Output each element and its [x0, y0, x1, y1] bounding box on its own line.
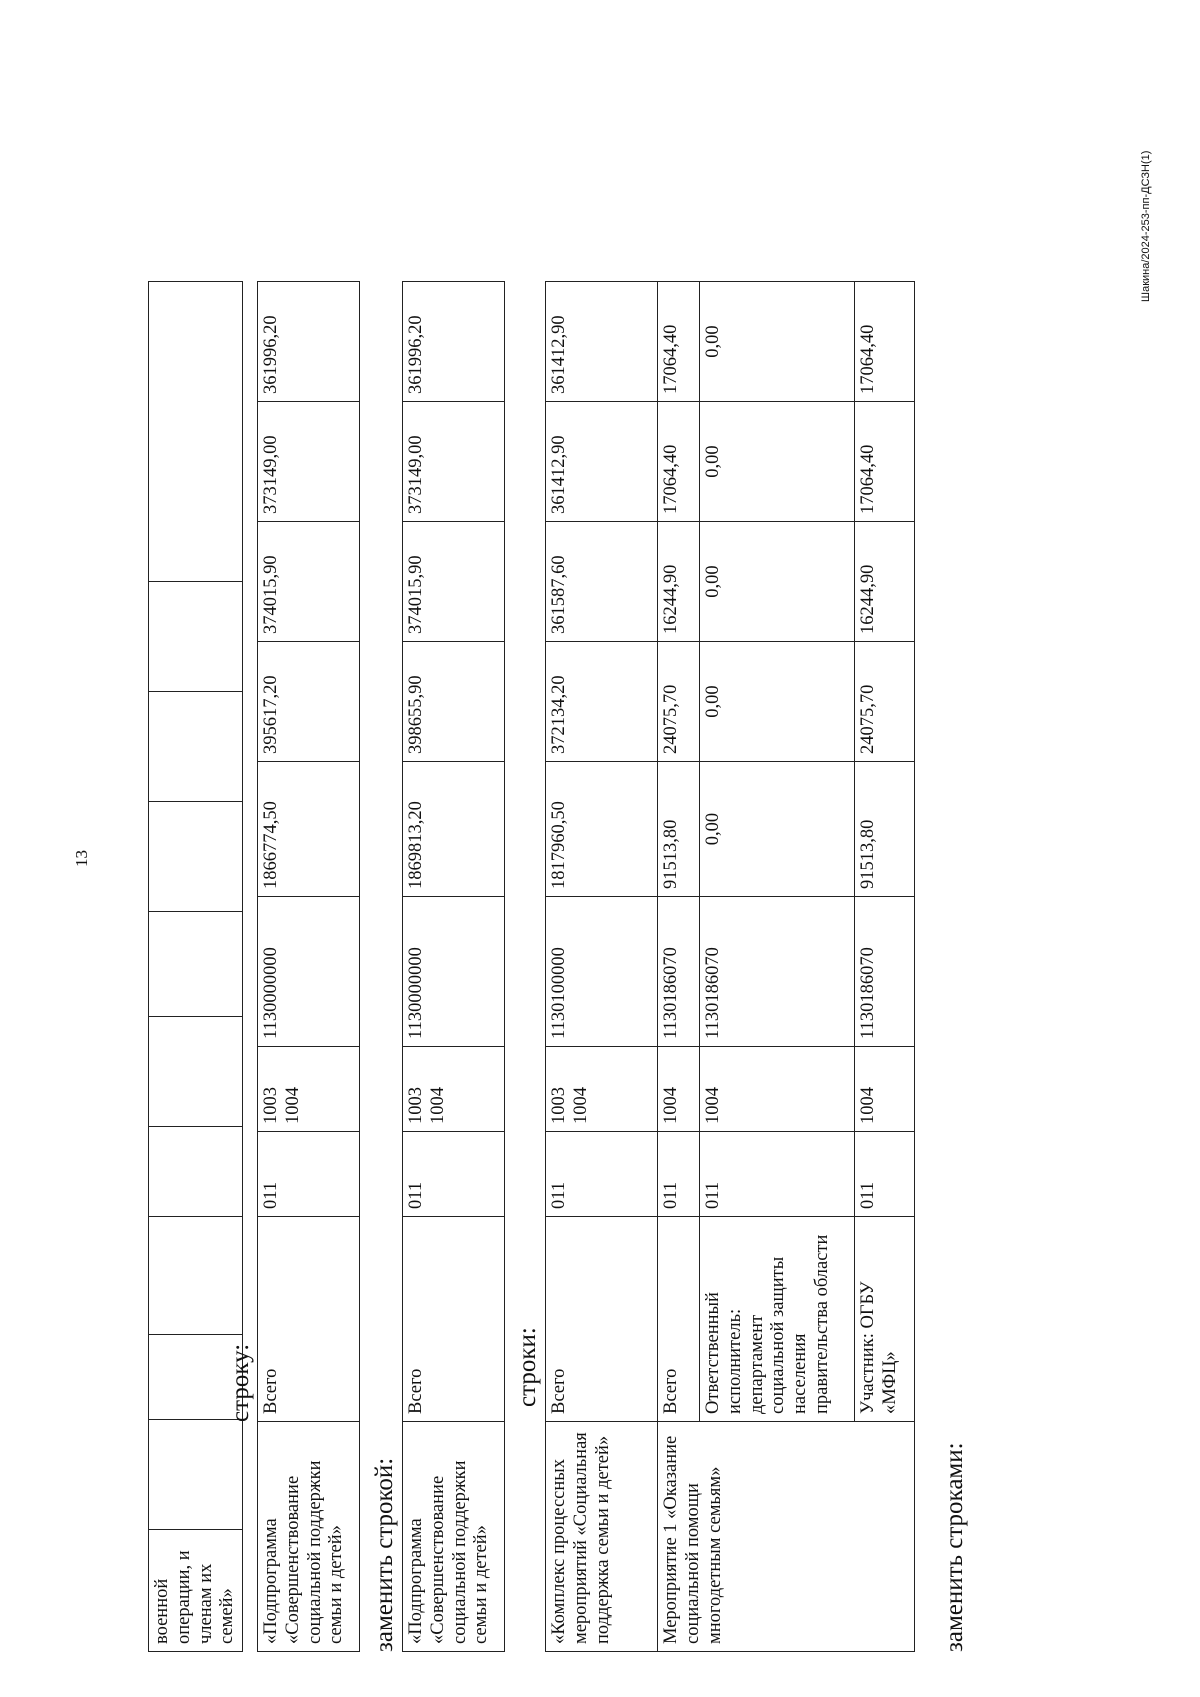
grbs-cell: 011 — [258, 1132, 360, 1217]
label-stroki: строки: — [514, 1327, 541, 1407]
year-4-cell: 17064,40 — [855, 282, 915, 402]
year-2-cell: 361587,60 — [546, 522, 658, 642]
rzpr-cell: 1003 1004 — [258, 1047, 360, 1132]
grbs-cell: 011 — [658, 1132, 700, 1217]
name-cell: военной операции, и членам их семей» — [149, 1530, 243, 1652]
table-top-fragment — [148, 281, 243, 1652]
rzpr-cell: 1004 — [700, 1047, 855, 1132]
table-row — [658, 282, 700, 1652]
year-1-cell: 24075,70 — [855, 642, 915, 762]
table-row — [403, 282, 505, 1652]
table-row — [546, 282, 658, 1652]
rzpr-cell: 1003 1004 — [403, 1047, 505, 1132]
csr-cell: 1130000000 — [258, 897, 360, 1047]
executor-cell: Всего — [403, 1217, 505, 1422]
year-2-cell: 16244,90 — [658, 522, 700, 642]
table-1 — [257, 281, 360, 1652]
year-3-cell: 0,00 — [700, 402, 855, 522]
name-cell: «Подпрограмма «Совершенствование социальной поддержки семьи и детей» — [258, 1422, 360, 1652]
table-row — [149, 282, 243, 1652]
year-1-cell: 395617,20 — [258, 642, 360, 762]
csr-cell: 1130100000 — [546, 897, 658, 1047]
year-4-cell: 0,00 — [700, 282, 855, 402]
year-3-cell: 17064,40 — [658, 402, 700, 522]
year-2-cell: 374015,90 — [403, 522, 505, 642]
table-2 — [402, 281, 505, 1652]
table-3 — [545, 281, 915, 1652]
year-1-cell: 372134,20 — [546, 642, 658, 762]
year-2-cell: 16244,90 — [855, 522, 915, 642]
grbs-cell: 011 — [546, 1132, 658, 1217]
year-4-cell: 361996,20 — [403, 282, 505, 402]
page-number: 13 — [72, 850, 91, 867]
name-cell: «Подпрограмма «Совершенствование социальной поддержки семьи и детей» — [403, 1422, 505, 1652]
year-2-cell: 0,00 — [700, 522, 855, 642]
csr-cell: 1130186070 — [658, 897, 700, 1047]
year-3-cell: 17064,40 — [855, 402, 915, 522]
executor-cell: Ответственный исполнитель: департамент социальной защиты населения правительства области — [700, 1217, 855, 1422]
label-stroku: строку: — [227, 1343, 254, 1422]
total-cell: 1866774,50 — [258, 762, 360, 897]
document-code: Шакина/2024-253-пп-ДСЗН(1) — [1140, 150, 1152, 302]
table-row — [258, 282, 360, 1652]
label-zamenit-strokami: заменить строками: — [941, 1442, 968, 1652]
name-cell: Мероприятие 1 «Оказание социальной помощи многодетным семьям» — [658, 1422, 915, 1652]
year-4-cell: 361996,20 — [258, 282, 360, 402]
year-4-cell: 361412,90 — [546, 282, 658, 402]
csr-cell: 1130186070 — [855, 897, 915, 1047]
executor-cell: Всего — [258, 1217, 360, 1422]
name-cell: «Комплекс процессных мероприятий «Социальная поддержка семьи и детей» — [546, 1422, 658, 1652]
total-cell: 1817960,50 — [546, 762, 658, 897]
grbs-cell: 011 — [855, 1132, 915, 1217]
executor-cell: Всего — [658, 1217, 700, 1422]
year-3-cell: 373149,00 — [258, 402, 360, 522]
grbs-cell: 011 — [700, 1132, 855, 1217]
rzpr-cell: 1004 — [658, 1047, 700, 1132]
total-cell: 91513,80 — [855, 762, 915, 897]
total-cell: 0,00 — [700, 762, 855, 897]
total-cell: 91513,80 — [658, 762, 700, 897]
total-cell: 1869813,20 — [403, 762, 505, 897]
year-2-cell: 374015,90 — [258, 522, 360, 642]
year-1-cell: 398655,90 — [403, 642, 505, 762]
executor-cell: Всего — [546, 1217, 658, 1422]
year-1-cell: 24075,70 — [658, 642, 700, 762]
year-4-cell: 17064,40 — [658, 282, 700, 402]
rzpr-cell: 1004 — [855, 1047, 915, 1132]
year-3-cell: 373149,00 — [403, 402, 505, 522]
label-zamenit-strokoi: заменить строкой: — [371, 1457, 398, 1652]
year-1-cell: 0,00 — [700, 642, 855, 762]
rzpr-cell: 1003 1004 — [546, 1047, 658, 1132]
grbs-cell: 011 — [403, 1132, 505, 1217]
csr-cell: 1130000000 — [403, 897, 505, 1047]
csr-cell: 1130186070 — [700, 897, 855, 1047]
year-3-cell: 361412,90 — [546, 402, 658, 522]
executor-cell: Участник: ОГБУ «МФЦ» — [855, 1217, 915, 1422]
